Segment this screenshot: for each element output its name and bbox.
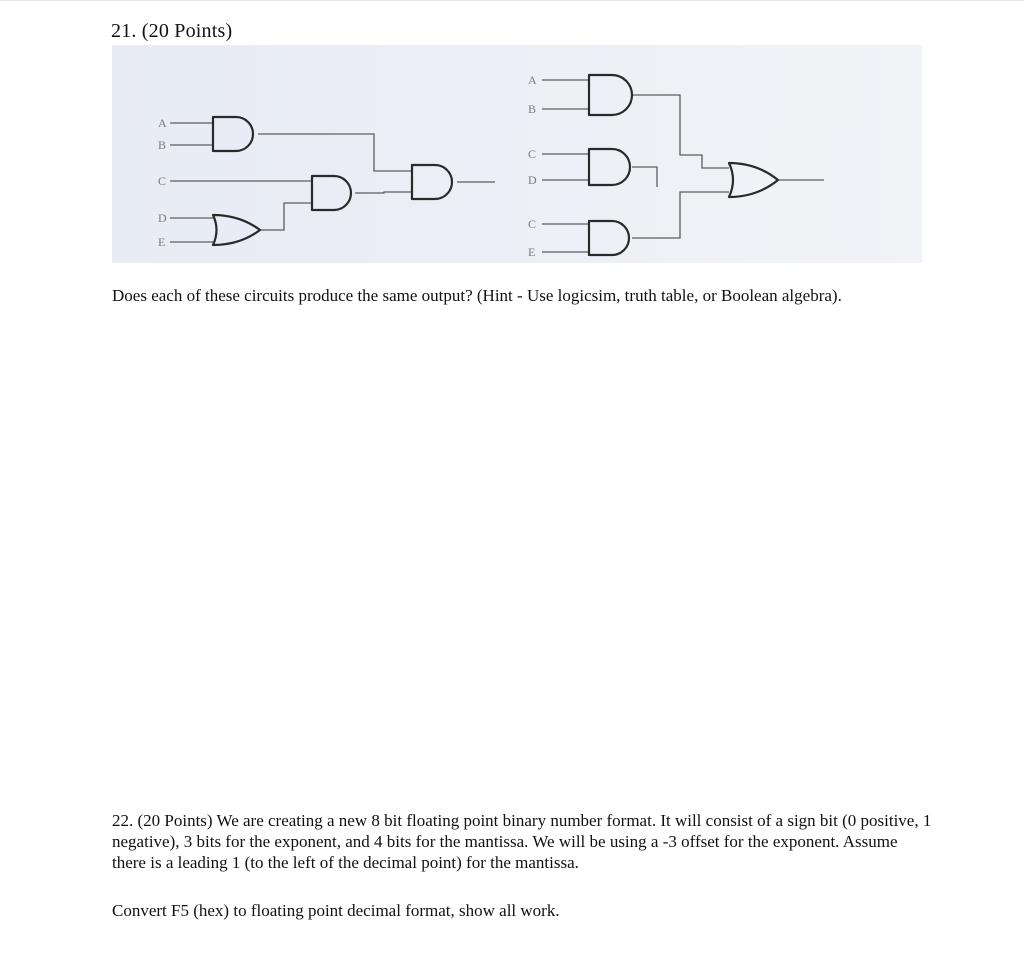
circuit1-label-d: D [158, 211, 167, 225]
circuit2-or-gate-final [729, 163, 778, 197]
circuit1-wires-de [170, 218, 213, 242]
circuit1-label-c: C [158, 174, 167, 188]
circuit-diagrams [112, 45, 922, 263]
logic-circuits-figure [112, 45, 922, 263]
circuit1-wires-ab [170, 123, 213, 145]
circuit1-wire-and1-out [258, 134, 412, 171]
question-22-text: 22. (20 Points) We are creating a new 8 bit floating point binary number format. It will consist of a sign bit (0 positive, 1 negative), 3 bits for the exponent, and 4 bits for the mantissa. We will be using a -3 offset for the exponent. Assume there is a leading 1 (to the left of the decimal point) for the mantissa. [112, 811, 932, 872]
circuit2-wire-and1-out [632, 95, 729, 168]
circuit2-label-a: A [528, 73, 537, 87]
circuit2-wires-ce [542, 224, 589, 252]
circuit1-label-e: E [158, 235, 166, 249]
circuit1-label-a: A [158, 116, 167, 130]
circuit1-or-gate-de [213, 215, 260, 245]
circuit2-label-d: D [528, 173, 537, 187]
question-22-task: Convert F5 (hex) to floating point decimal format, show all work. [112, 901, 560, 920]
circuit2-and-gate-ab [589, 75, 632, 115]
circuit1-wire-or1-out [258, 203, 312, 230]
circuit2-label-c2: C [528, 217, 537, 231]
question-21-prompt: Does each of these circuits produce the same output? (Hint - Use logicsim, truth table, or Boolean algebra). [112, 286, 842, 305]
circuit2-and-gate-ce [589, 221, 629, 255]
circuit2-wire-and2-out [632, 167, 657, 187]
circuit-1 [158, 116, 495, 249]
circuit2-wires-ab [542, 80, 589, 109]
circuit1-label-b: B [158, 138, 167, 152]
circuit1-and-gate-ab [213, 117, 253, 151]
circuit2-and-gate-cd [589, 149, 630, 185]
page-top-border [0, 0, 1024, 1]
circuit2-label-b: B [528, 102, 537, 116]
question-21-title: 21. (20 Points) [111, 20, 233, 42]
circuit1-and-gate-final [412, 165, 452, 199]
circuit2-wire-and3-out [632, 192, 729, 238]
circuit2-label-c: C [528, 147, 537, 161]
circuit2-label-e: E [528, 245, 536, 259]
circuit1-wire-and2-out [355, 192, 412, 193]
circuit1-and-gate-c [312, 176, 351, 210]
circuit2-wires-cd [542, 154, 589, 180]
circuit-2 [528, 73, 824, 259]
